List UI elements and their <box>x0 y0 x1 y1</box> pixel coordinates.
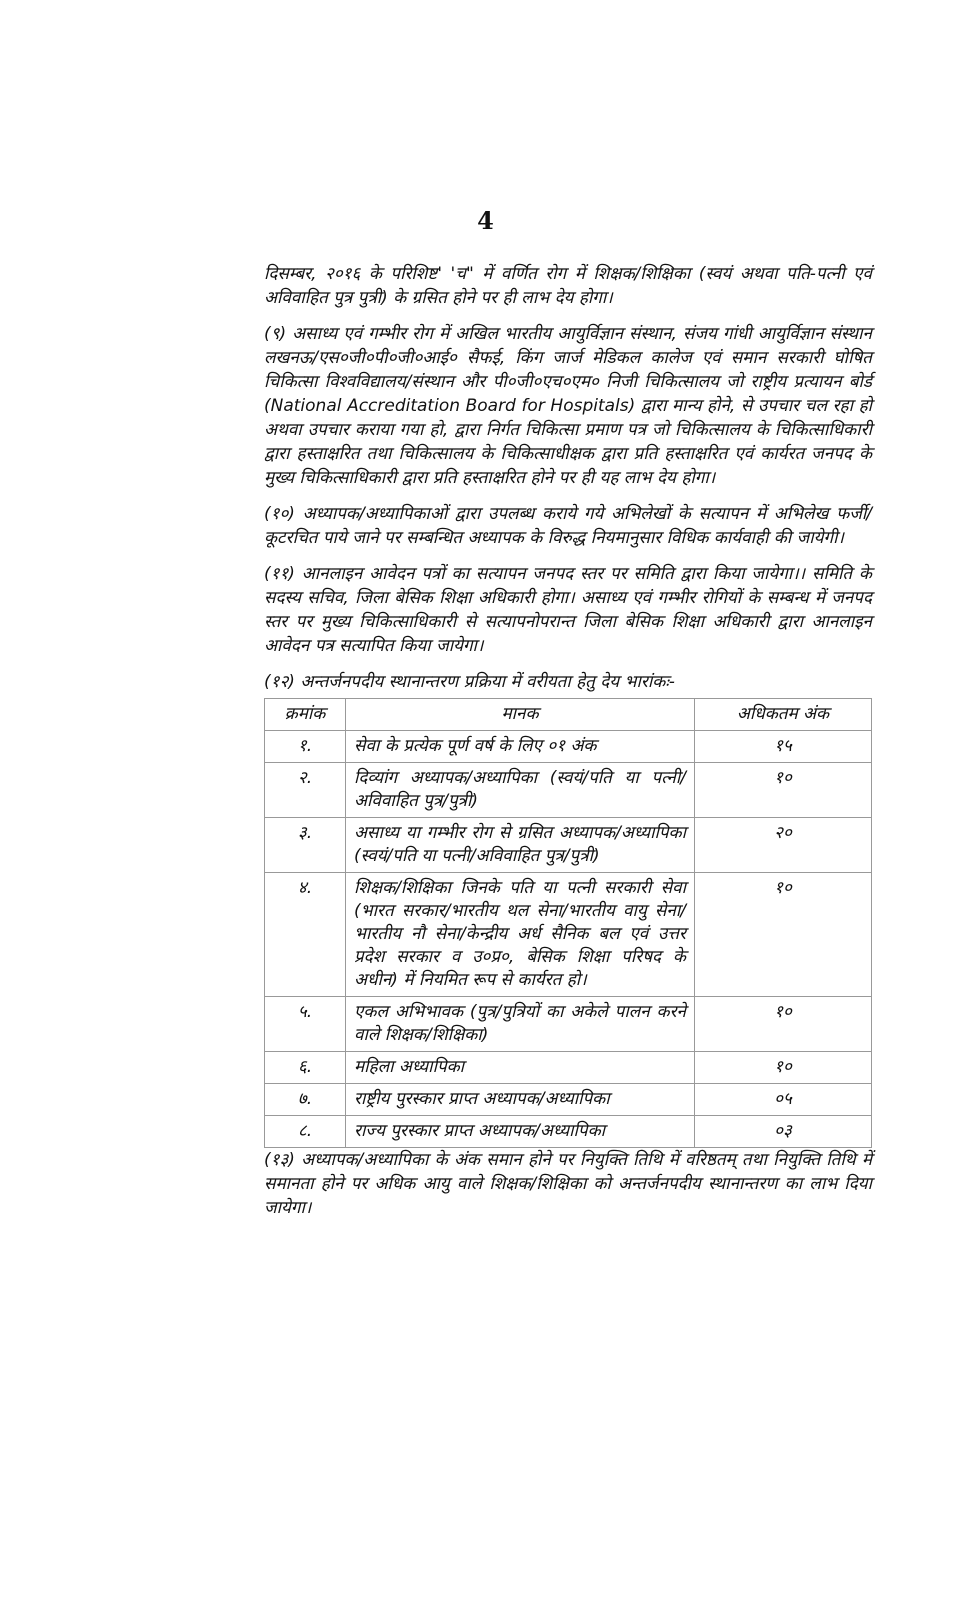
row-max-marks: २० <box>695 818 872 873</box>
row-max-marks: १५ <box>695 731 872 763</box>
row-serial: १. <box>265 731 346 763</box>
row-max-marks: ०५ <box>695 1084 872 1116</box>
row-max-marks: १० <box>695 873 872 997</box>
document-body <box>264 262 872 1232</box>
table-row <box>265 1052 872 1084</box>
paragraph-9: (९) असाध्य एवं गम्भीर रोग में अखिल भारतीय आयुर्विज्ञान संस्थान, संजय गांधी आयुर्विज्ञान संस्थान लखनऊ/एस०जी०पी०जी०आई० सैफई, किंग जार्ज मेडिकल कालेज एवं समान सरकारी घोषित चिकित्सा विश्वविद्यालय/संस्थान और पी०जी०एच०एम० निजी चिकित्सालय जो राष्ट्रीय प्रत्यायन बोर्ड (National Accreditation Board for Hospitals) द्वारा मान्य होने, से उपचार चल रहा हो अथवा उपचार कराया गया हो, द्वारा निर्गत चिकित्सा प्रमाण पत्र जो चिकित्सालय के चिकित्साधिकारी द्वारा हस्ताक्षरित तथा चिकित्सालय के चिकित्साधीक्षक द्वारा प्रति हस्ताक्षरित एवं कार्यरत जनपद के मुख्य चिकित्साधिकारी द्वारा प्रति हस्ताक्षरित होने पर ही यह लाभ देय होगा। <box>264 324 872 488</box>
paragraph-13: (१३) अध्यापक/अध्यापिका के अंक समान होने पर नियुक्ति तिथि में वरिष्ठतम् तथा नियुक्ति तिथि में समानता होने पर अधिक आयु वाले शिक्षक/शिक्षिका को अन्तर्जनपदीय स्थानान्तरण का लाभ दिया जायेगा। <box>264 1150 872 1218</box>
table-row <box>265 1116 872 1148</box>
row-serial: ४. <box>265 873 346 997</box>
paragraph-continued: दिसम्बर, २०१६ के परिशिष्ट' 'च" में वर्णित रोग में शिक्षक/शिक्षिका (स्वयं अथवा पति-पत्नी एवं अविवाहित पुत्र पुत्री) के ग्रसित होने पर ही लाभ देय होगा। <box>264 264 872 308</box>
table-row <box>265 997 872 1052</box>
page-number: 4 <box>477 206 494 235</box>
row-standard: दिव्यांग अध्यापक/अध्यापिका (स्वयं/पति या पत्नी/अविवाहित पुत्र/पुत्री) <box>346 763 695 818</box>
paragraph-11: (११) आनलाइन आवेदन पत्रों का सत्यापन जनपद स्तर पर समिति द्वारा किया जायेगा।। समिति के सदस्य सचिव, जिला बेसिक शिक्षा अधिकारी होगा। असाध्य एवं गम्भीर रोगियों के सम्बन्ध में जनपद स्तर पर मुख्य चिकित्साधिकारी से सत्यापनोपरान्त जिला बेसिक शिक्षा अधिकारी द्वारा आनलाइन आवेदन पत्र सत्यापित किया जायेगा। <box>264 564 872 656</box>
row-serial: ७. <box>265 1084 346 1116</box>
header-max-marks: अधिकतम अंक <box>695 699 872 731</box>
row-standard: शिक्षक/शिक्षिका जिनके पति या पत्नी सरकारी सेवा (भारत सरकार/भारतीय थल सेना/भारतीय वायु सेना/ भारतीय नौ सेना/केन्द्रीय अर्ध सैनिक बल एवं उत्तर प्रदेश सरकार व उ०प्र०, बेसिक शिक्षा परिषद के अधीन) में नियमित रूप से कार्यरत हो। <box>346 873 695 997</box>
row-max-marks: १० <box>695 1052 872 1084</box>
table-row <box>265 1084 872 1116</box>
row-serial: २. <box>265 763 346 818</box>
row-max-marks: ०३ <box>695 1116 872 1148</box>
table-caption: (१२) अन्तर्जनपदीय स्थानान्तरण प्रक्रिया में वरीयता हेतु देय भारांकः- <box>264 672 675 692</box>
header-standard: मानक <box>346 699 695 731</box>
row-standard: सेवा के प्रत्येक पूर्ण वर्ष के लिए ०१ अंक <box>346 731 695 763</box>
row-standard: असाध्य या गम्भीर रोग से ग्रसित अध्यापक/अध्यापिका (स्वयं/पति या पत्नी/अविवाहित पुत्र/पुत्री) <box>346 818 695 873</box>
row-serial: ६. <box>265 1052 346 1084</box>
row-max-marks: १० <box>695 997 872 1052</box>
table-row <box>265 818 872 873</box>
row-standard: एकल अभिभावक (पुत्र/पुत्रियों का अकेले पालन करने वाले शिक्षक/शिक्षिका) <box>346 997 695 1052</box>
row-standard: राष्ट्रीय पुरस्कार प्राप्त अध्यापक/अध्यापिका <box>346 1084 695 1116</box>
row-standard: राज्य पुरस्कार प्राप्त अध्यापक/अध्यापिका <box>346 1116 695 1148</box>
table-header-row <box>265 699 872 731</box>
row-max-marks: १० <box>695 763 872 818</box>
row-standard: महिला अध्यापिका <box>346 1052 695 1084</box>
row-serial: ८. <box>265 1116 346 1148</box>
table-row <box>265 731 872 763</box>
row-serial: ३. <box>265 818 346 873</box>
weightage-table <box>264 698 872 1148</box>
header-serial: क्रमांक <box>265 699 346 731</box>
table-row <box>265 763 872 818</box>
table-row <box>265 873 872 997</box>
paragraph-10: (१०) अध्यापक/अध्यापिकाओं द्वारा उपलब्ध कराये गये अभिलेखों के सत्यापन में अभिलेख फर्जी/कूटरचित पाये जाने पर सम्बन्धित अध्यापक के विरुद्ध नियमानुसार विधिक कार्यवाही की जायेगी। <box>264 504 872 548</box>
row-serial: ५. <box>265 997 346 1052</box>
